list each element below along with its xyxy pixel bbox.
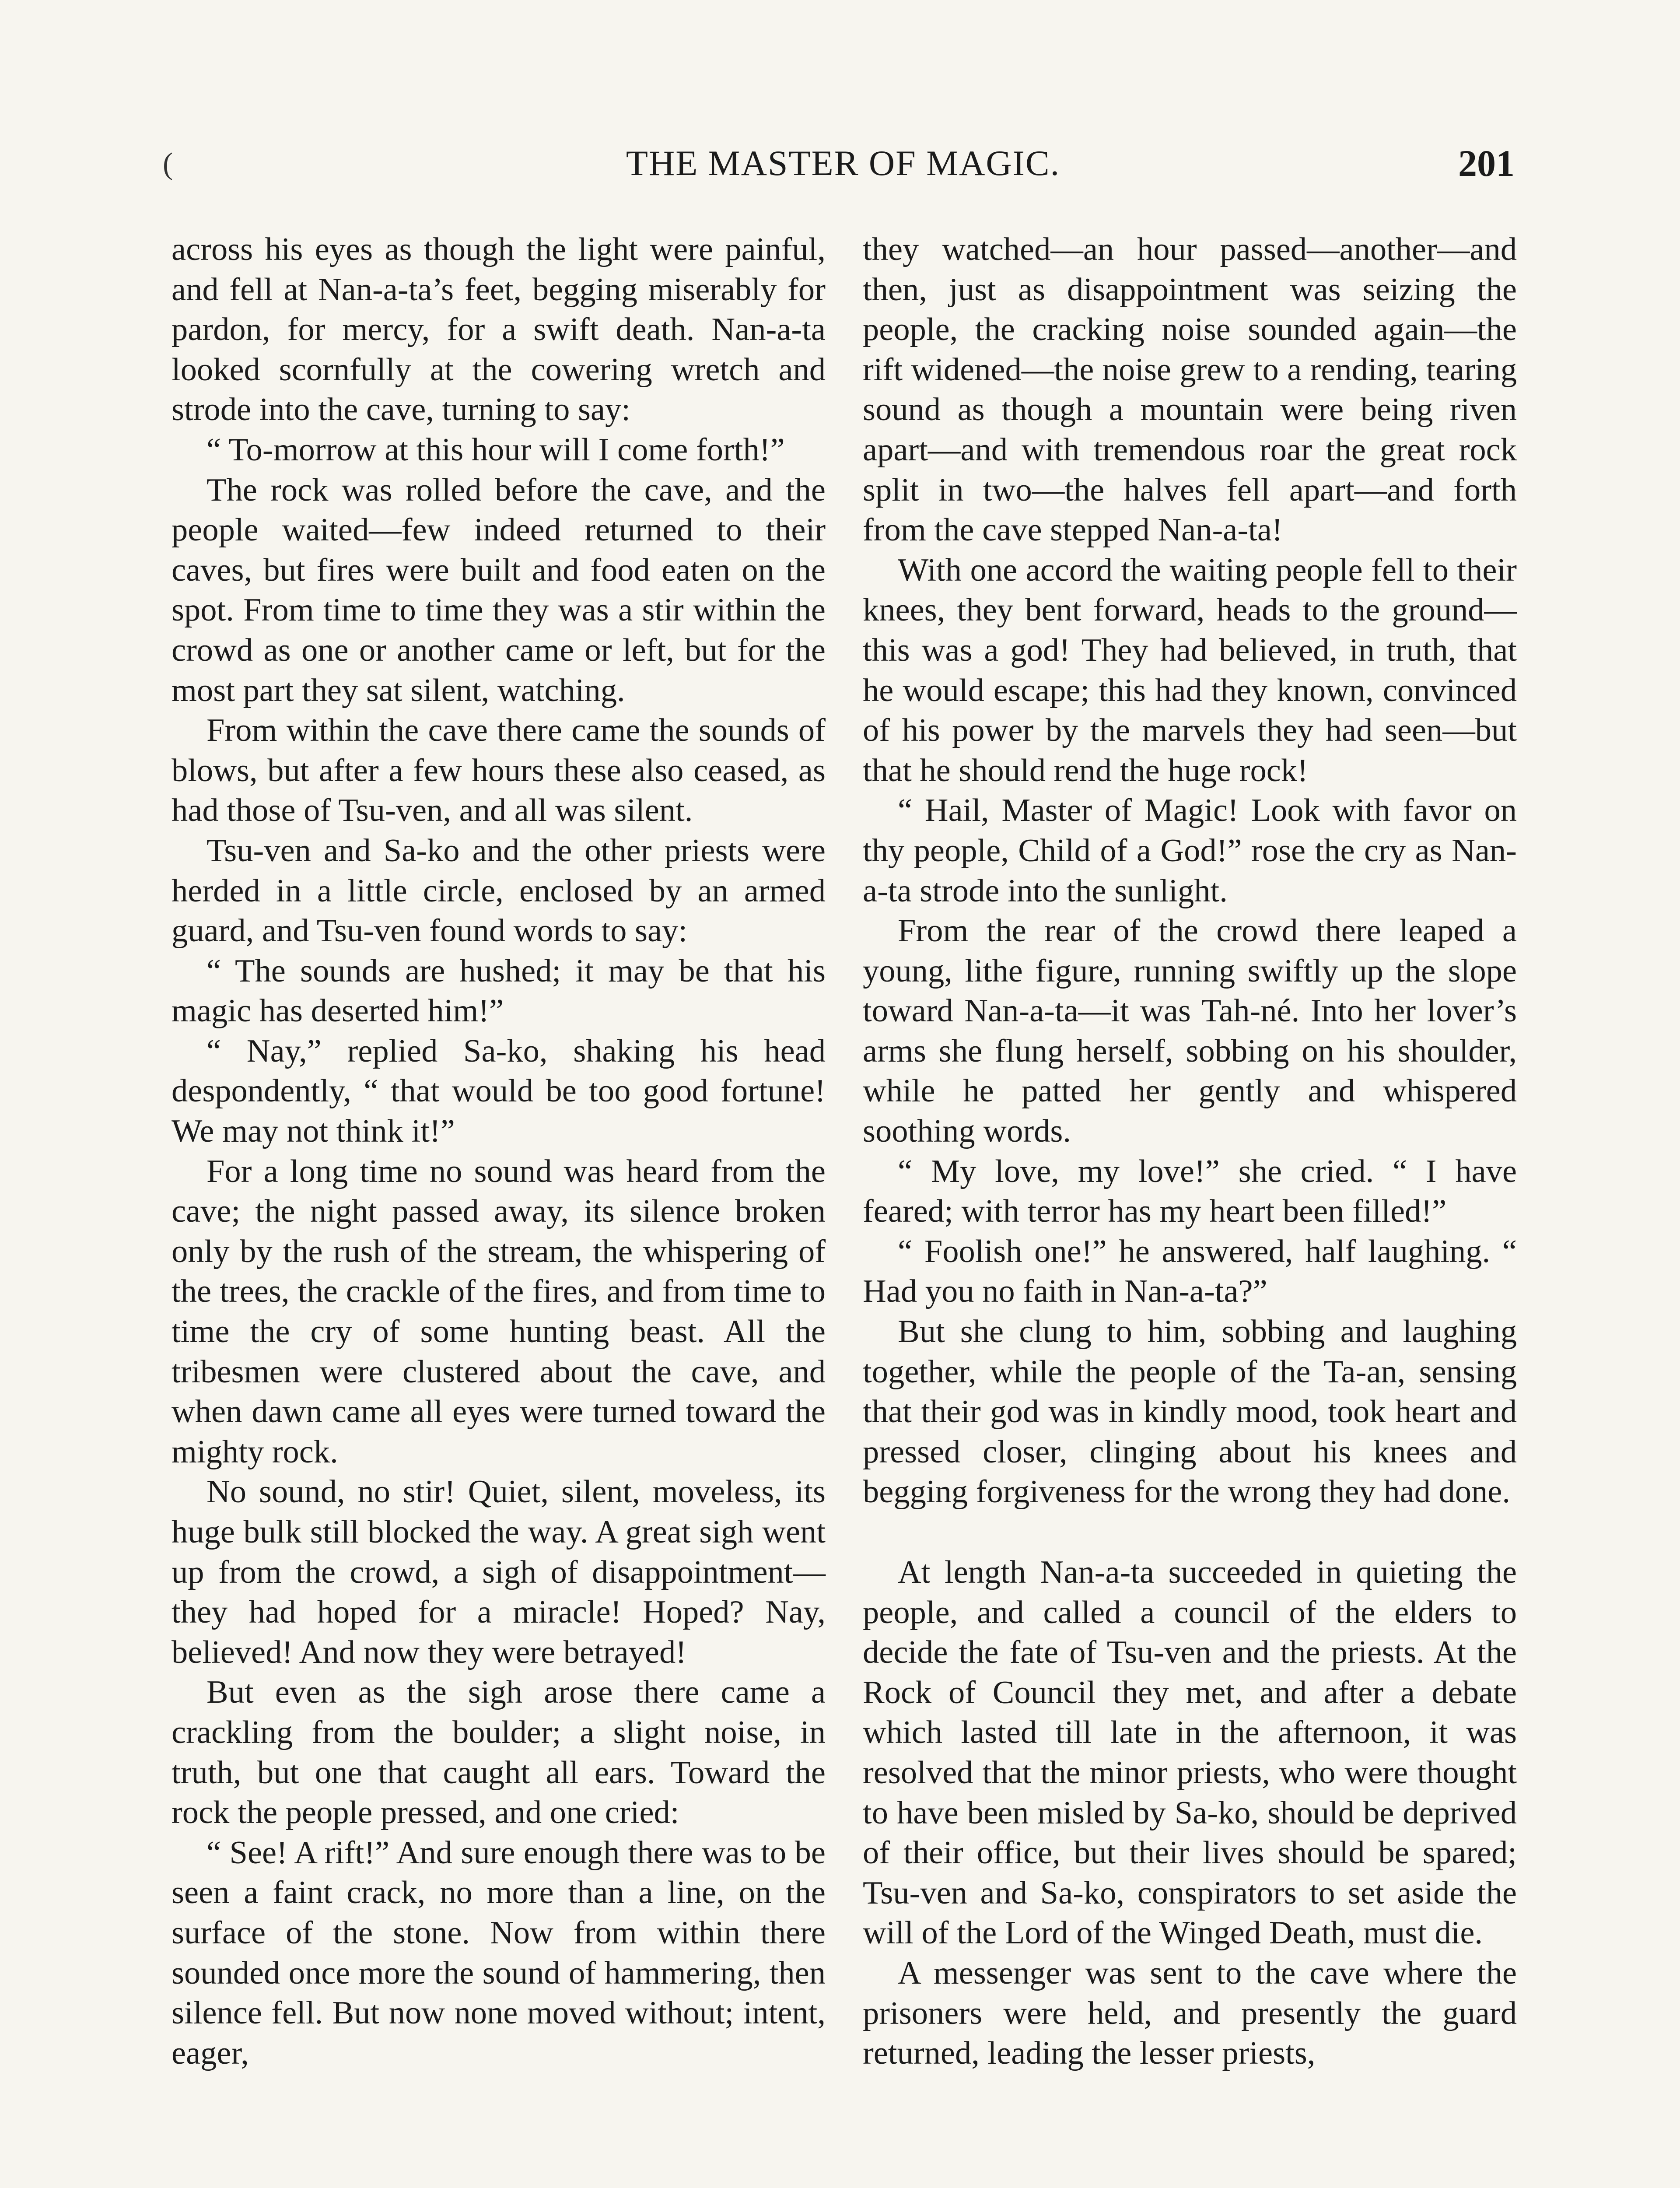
- running-head: THE MASTER OF MAGIC.: [626, 143, 1060, 183]
- paragraph: From the rear of the crowd there leaped a young, lithe figure, running swiftly up the slope toward Nan-a-ta—it was Tah-né. Into her lover’s arms she flung herself, sobbing on his shoulder, while he patted her gently and whispered soothing words.: [863, 913, 1517, 1150]
- paragraph: “ See! A rift!” And sure enough there was to be seen a faint crack, no more than a line, on the surface of the stone. Now from within there sounded once more the sound of hammering, then silence fell. But now none moved without; intent, eager,: [172, 1834, 826, 2071]
- paragraph: At length Nan-a-ta succeeded in quieting the people, and called a council of the elders to decide the fate of Tsu-ven and the priests. At the Rock of Council they met, and after a debate which lasted till late in the afternoon, it was resolved that the minor priests, who were thought to have been misled by Sa-ko, should be deprived of their office, but their lives should be spared; Tsu-ven and Sa-ko, conspirators to set aside the will of the Lord of the Winged Death, must die.: [863, 1554, 1517, 1951]
- page-number: 201: [1458, 142, 1515, 184]
- paragraph: But she clung to him, sobbing and laughing together, while the people of the Ta-an, sensing that their god was in kindly mood, took heart and pressed closer, clinging about his knees and begging forgiveness for the wrong they had done.: [863, 1314, 1517, 1510]
- paragraph: No sound, no stir! Quiet, silent, moveless, its huge bulk still blocked the way. A great sigh went up from the crowd, a sigh of disappointment—they had hoped for a miracle! Hoped? Nay, believed! And now they were betrayed!: [172, 1474, 826, 1670]
- paragraph: But even as the sigh arose there came a crackling from the boulder; a slight noise, in truth, but one that caught all ears. Toward the rock the people pressed, and one cried:: [172, 1674, 826, 1831]
- paragraph: With one accord the waiting people fell to their knees, they bent forward, heads to the ground—this was a god! They had believed, in truth, that he would escape; this had they known, convinced of his power by the marvels they had seen—but that he should rend the huge rock!: [863, 552, 1517, 789]
- paragraph: A messenger was sent to the cave where the prisoners were held, and presently the guard returned, leading the lesser priests,: [863, 1955, 1517, 2072]
- paragraph: “ My love, my love!” she cried. “ I have feared; with terror has my heart been filled!”: [863, 1153, 1517, 1230]
- paragraph: “ To-morrow at this hour will I come forth!”: [206, 431, 785, 468]
- margin-mark: (: [163, 147, 173, 181]
- paragraph: across his eyes as though the light were painful, and fell at Nan-a-ta’s feet, begging miserably for pardon, for mercy, for a swift death. Nan-a-ta looked scornfully at the cowering wretch and strode into the cave, turning to say:: [172, 231, 826, 428]
- paragraph: “ Foolish one!” he answered, half laughing. “ Had you no faith in Nan-a-ta?”: [863, 1233, 1517, 1310]
- section-break: [863, 1512, 1517, 1553]
- paragraph: From within the cave there came the sounds of blows, but after a few hours these also ceased, as had those of Tsu-ven, and all was silent.: [172, 712, 826, 829]
- page-header: [172, 139, 1515, 187]
- paragraph: The rock was rolled before the cave, and the people waited—few indeed returned to their caves, but fires were built and food eaten on the spot. From time to time they was a stir within the crowd as one or another came or left, but for the most part they sat silent, watching.: [172, 472, 826, 708]
- paragraph: Tsu-ven and Sa-ko and the other priests were herded in a little circle, enclosed by an armed guard, and Tsu-ven found words to say:: [172, 832, 826, 949]
- paragraph: For a long time no sound was heard from the cave; the night passed away, its silence broken only by the rush of the stream, the whispering of the trees, the crackle of the fires, and from time to time the cry of some hunting beast. All the tribesmen were clustered about the cave, and when dawn came all eyes were turned toward the mighty rock.: [172, 1153, 826, 1470]
- paragraph: “ Nay,” replied Sa-ko, shaking his head despondently, “ that would be too good fortune! We may not think it!”: [172, 1033, 826, 1150]
- left-column: [172, 230, 826, 2073]
- paragraph: “ The sounds are hushed; it may be that his magic has deserted him!”: [172, 953, 826, 1029]
- paragraph: they watched—an hour passed—another—and then, just as disappointment was seizing the people, the cracking noise sounded again—the rift widened—the noise grew to a rending, tearing sound as though a mountain were being riven apart—and with tremendous roar the great rock split in two—the halves fell apart—and forth from the cave stepped Nan-a-ta!: [863, 231, 1517, 548]
- right-column: [863, 230, 1517, 2074]
- paragraph: “ Hail, Master of Magic! Look with favor on thy people, Child of a God!” rose the cry as Nan-a-ta strode into the sunlight.: [863, 792, 1517, 909]
